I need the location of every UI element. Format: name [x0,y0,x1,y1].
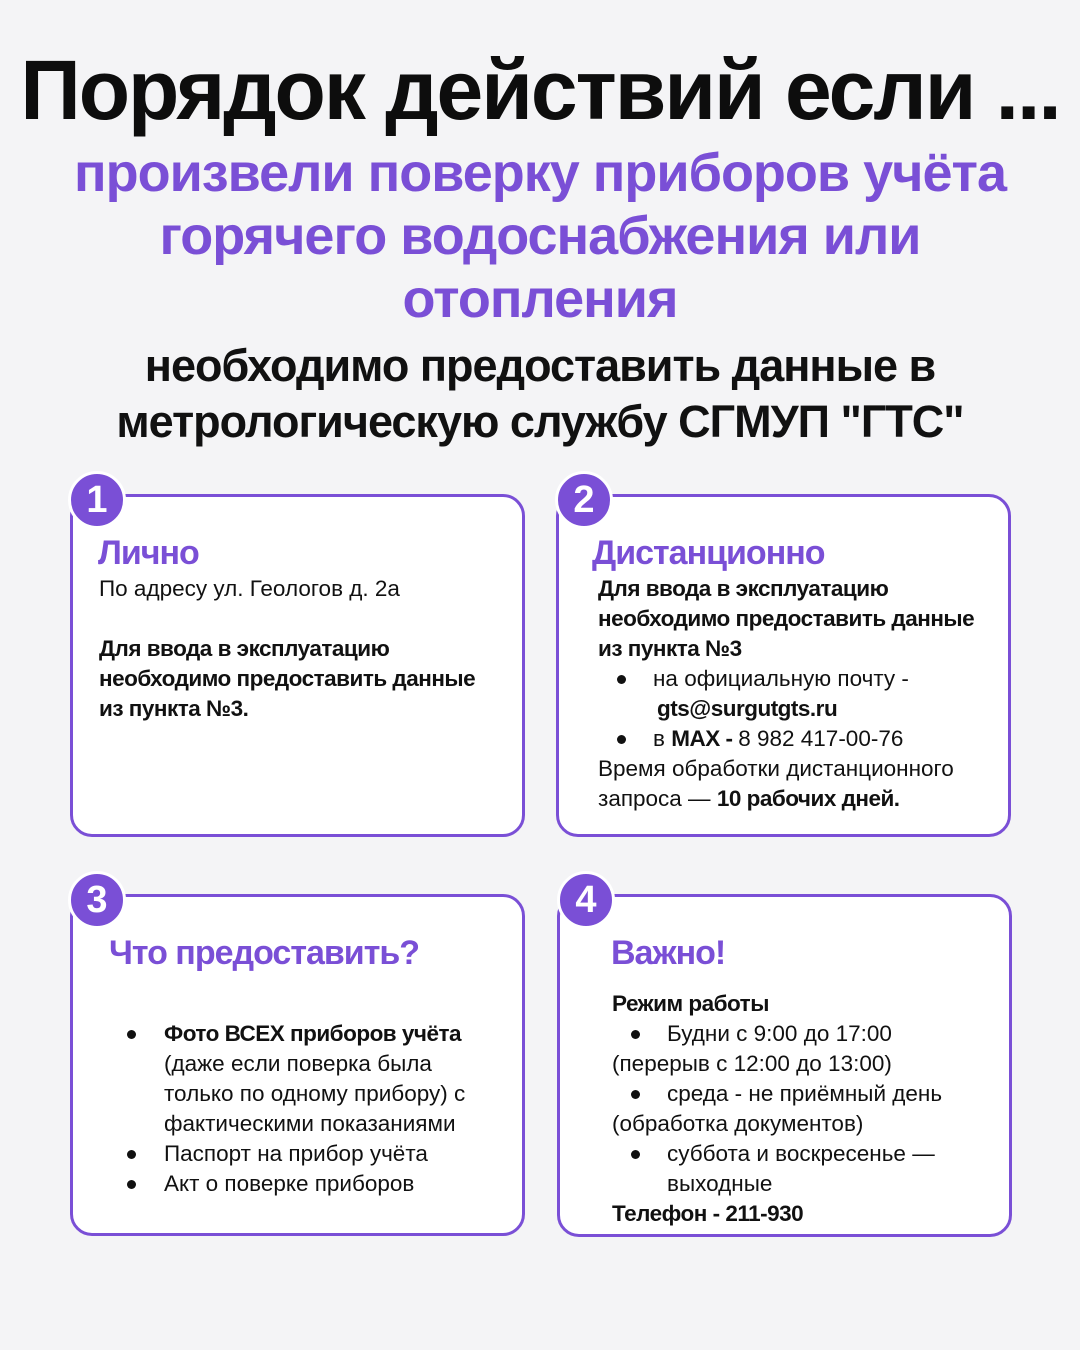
card-body-in-person [99,574,514,724]
bullet-icon [631,1150,640,1159]
email-link[interactable]: gts@surgutgts.ru [657,696,838,721]
list-item [598,664,1003,724]
weekend-line: суббота и воскресенье — [667,1141,935,1166]
list-item [598,724,1003,754]
card-body-what-to-provide [100,1019,520,1199]
card-title-in-person: Лично [98,534,199,572]
note-line: необходимо предоставить данные [598,606,975,631]
item-line: только по одному прибору) с [164,1081,466,1106]
lead-line: необходимо предоставить данные в [144,340,936,391]
subtitle-line: горячего водоснабжения или [159,206,921,266]
processing-time-line: Время обработки дистанционного [598,756,954,781]
note-line: необходимо предоставить данные [99,666,476,691]
lead-text [40,338,1040,450]
contact-list [598,664,1003,754]
step-badge-3: 3 [68,871,126,929]
processing-time [598,784,1003,814]
list-item [100,1019,520,1139]
processing-time-prefix: запроса — [598,786,717,811]
wednesday-text: среда - не приёмный день [667,1081,943,1106]
mail-label: на официальную почту - [653,666,909,691]
list-item [100,1139,520,1169]
wednesday-note: (обработка документов) [612,1111,864,1136]
page-subtitle [60,142,1020,331]
schedule-list [612,1019,1007,1049]
bullet-icon [631,1030,640,1039]
list-item [100,1169,520,1199]
step-badge-4: 4 [557,871,615,929]
bullet-icon [127,1030,136,1039]
bullet-icon [617,675,626,684]
schedule-list [612,1139,1007,1199]
card-title-what-to-provide: Что предоставить? [109,934,420,972]
processing-time-value: 10 рабочих дней. [716,786,900,811]
card-title-important: Важно! [611,934,726,972]
note-line: Для ввода в эксплуатацию [598,576,889,601]
break-text: (перерыв с 12:00 до 13:00) [612,1051,892,1076]
bullet-icon [631,1090,640,1099]
weekend-line: выходные [667,1171,773,1196]
item-text: Акт о поверке приборов [164,1171,415,1196]
note-line: из пункта №3 [598,636,742,661]
address-text: По адресу ул. Геологов д. 2а [99,576,400,601]
list-item [612,1139,1007,1199]
phone-text[interactable]: Телефон - 211-930 [612,1201,804,1226]
work-mode-label: Режим работы [612,991,769,1016]
max-label: MAX - [671,726,739,751]
note-line: Для ввода в эксплуатацию [99,636,390,661]
step-badge-1: 1 [68,471,126,529]
max-phone[interactable]: 8 982 417-00-76 [738,726,904,751]
subtitle-line: произвели поверку приборов учёта [73,143,1006,203]
card-body-remote [598,574,1003,814]
page-title: Порядок действий если ... [20,43,1060,137]
note-line: из пункта №3. [99,696,249,721]
bullet-icon [127,1150,136,1159]
bullet-icon [617,735,626,744]
list-item [612,1079,1007,1109]
max-prefix: в [653,726,672,751]
item-text: Паспорт на прибор учёта [164,1141,428,1166]
item-line: фактическими показаниями [164,1111,456,1136]
lead-line: метрологическую службу СГМУП "ГТС" [116,396,964,447]
item-line: (даже если поверка была [164,1051,432,1076]
schedule-list [612,1079,1007,1109]
list-item [612,1019,1007,1049]
subtitle-line: отопления [402,269,678,329]
documents-list [100,1019,520,1199]
item-title: Фото ВСЕХ приборов учёта [164,1021,462,1046]
bullet-icon [127,1180,136,1189]
step-badge-2: 2 [555,471,613,529]
card-title-remote: Дистанционно [592,534,825,572]
card-body-important [612,989,1007,1229]
weekdays-text: Будни с 9:00 до 17:00 [667,1021,892,1046]
